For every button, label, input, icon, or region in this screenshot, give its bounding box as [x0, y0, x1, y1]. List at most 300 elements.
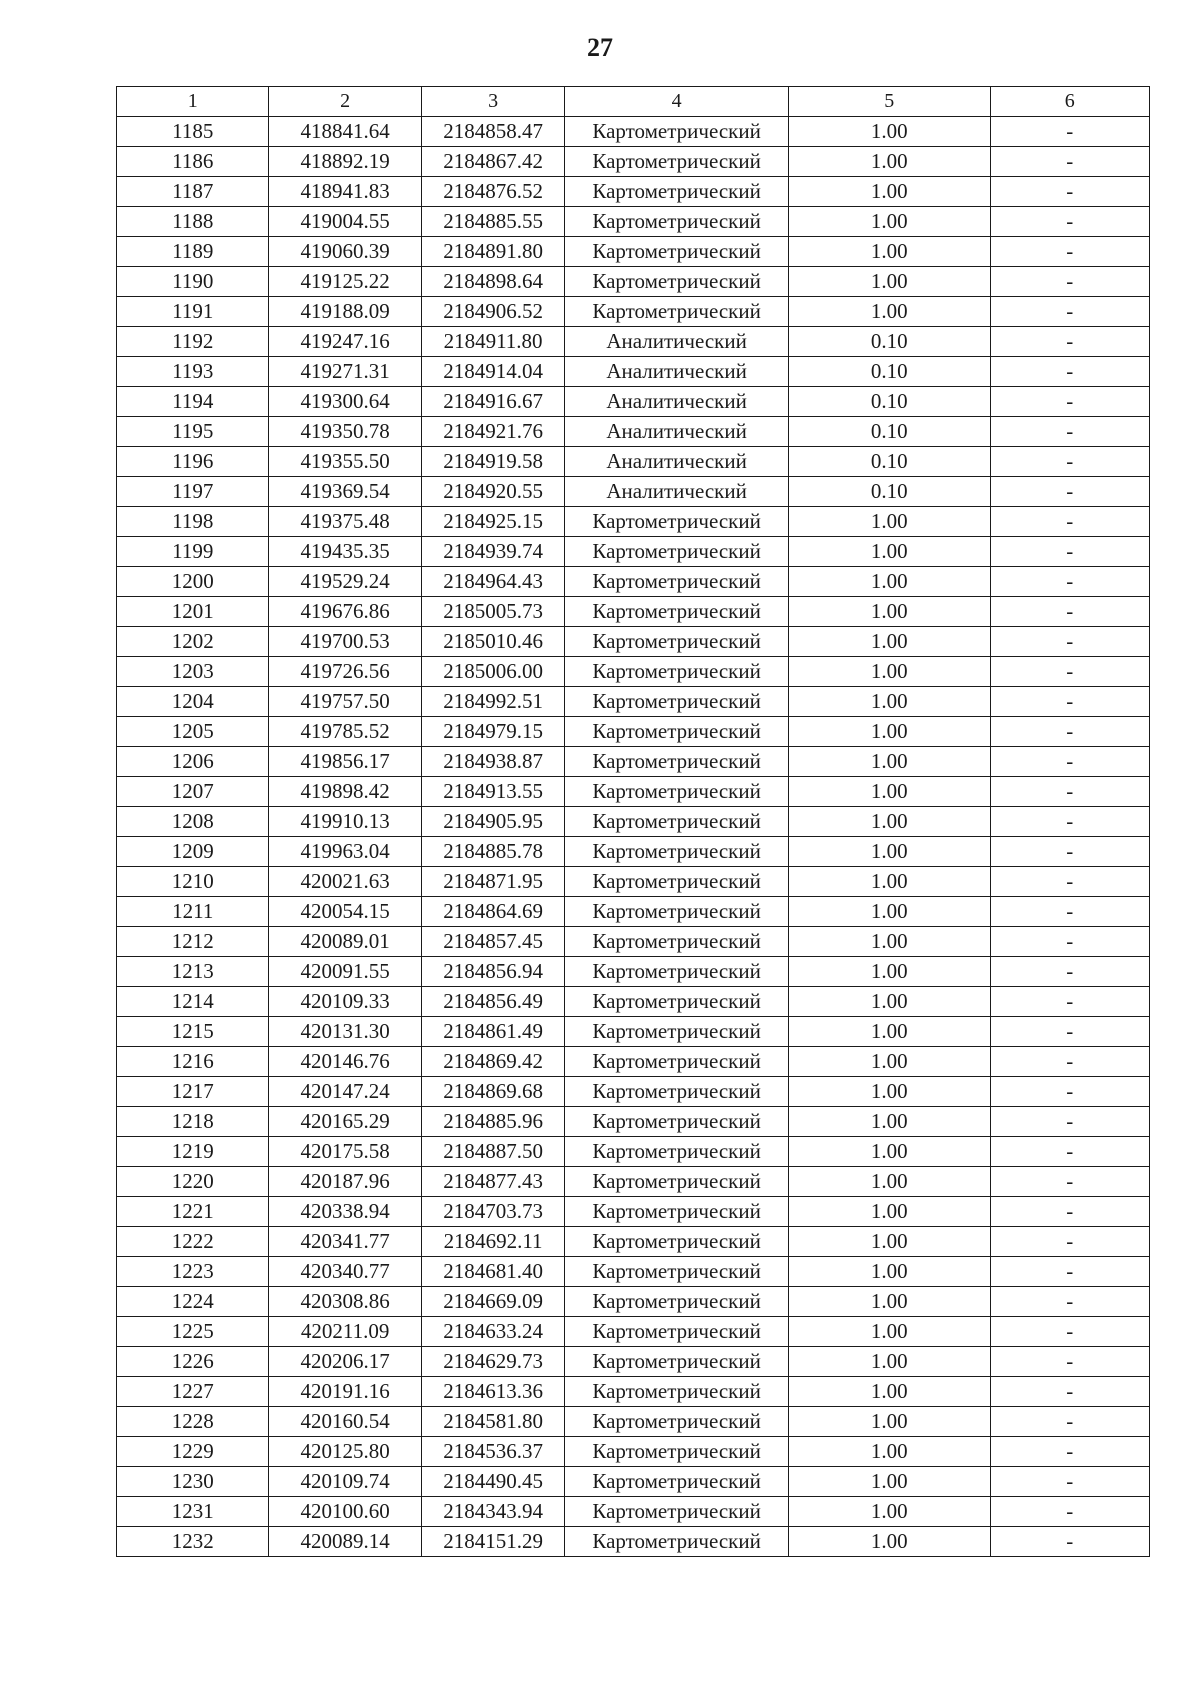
table-row: [117, 1077, 1150, 1107]
x-coordinate-cell: 419785.52: [269, 717, 421, 747]
note-cell: -: [990, 507, 1150, 537]
point-number-cell: 1217: [117, 1077, 269, 1107]
point-number-cell: 1216: [117, 1047, 269, 1077]
y-coordinate-cell: 2184898.64: [421, 267, 564, 297]
x-coordinate-cell: 420054.15: [269, 897, 421, 927]
accuracy-cell: 1.00: [788, 1317, 990, 1347]
header-cell-2: 2: [269, 87, 421, 117]
accuracy-cell: 1.00: [788, 1347, 990, 1377]
table-row: [117, 1137, 1150, 1167]
coordinates-table: [116, 86, 1150, 1557]
method-cell: Картометрический: [565, 1047, 789, 1077]
x-coordinate-cell: 419435.35: [269, 537, 421, 567]
table-row: [117, 747, 1150, 777]
table-row: [117, 1407, 1150, 1437]
note-cell: -: [990, 1467, 1150, 1497]
note-cell: -: [990, 1167, 1150, 1197]
method-cell: Картометрический: [565, 807, 789, 837]
y-coordinate-cell: 2185005.73: [421, 597, 564, 627]
note-cell: -: [990, 357, 1150, 387]
method-cell: Картометрический: [565, 627, 789, 657]
y-coordinate-cell: 2184864.69: [421, 897, 564, 927]
point-number-cell: 1218: [117, 1107, 269, 1137]
point-number-cell: 1211: [117, 897, 269, 927]
header-cell-4: 4: [565, 87, 789, 117]
point-number-cell: 1231: [117, 1497, 269, 1527]
note-cell: -: [990, 237, 1150, 267]
point-number-cell: 1187: [117, 177, 269, 207]
y-coordinate-cell: 2184876.52: [421, 177, 564, 207]
point-number-cell: 1200: [117, 567, 269, 597]
y-coordinate-cell: 2184885.96: [421, 1107, 564, 1137]
note-cell: -: [990, 1197, 1150, 1227]
y-coordinate-cell: 2184692.11: [421, 1227, 564, 1257]
x-coordinate-cell: 419676.86: [269, 597, 421, 627]
header-cell-3: 3: [421, 87, 564, 117]
accuracy-cell: 1.00: [788, 747, 990, 777]
table-row: [117, 777, 1150, 807]
note-cell: -: [990, 1287, 1150, 1317]
point-number-cell: 1206: [117, 747, 269, 777]
x-coordinate-cell: 419355.50: [269, 447, 421, 477]
y-coordinate-cell: 2184490.45: [421, 1467, 564, 1497]
y-coordinate-cell: 2184920.55: [421, 477, 564, 507]
method-cell: Картометрический: [565, 237, 789, 267]
point-number-cell: 1220: [117, 1167, 269, 1197]
accuracy-cell: 1.00: [788, 1227, 990, 1257]
table-body: [117, 117, 1150, 1557]
method-cell: Картометрический: [565, 177, 789, 207]
table-row: [117, 1467, 1150, 1497]
y-coordinate-cell: 2185006.00: [421, 657, 564, 687]
y-coordinate-cell: 2184681.40: [421, 1257, 564, 1287]
table-row: [117, 1167, 1150, 1197]
point-number-cell: 1230: [117, 1467, 269, 1497]
accuracy-cell: 1.00: [788, 117, 990, 147]
point-number-cell: 1226: [117, 1347, 269, 1377]
method-cell: Аналитический: [565, 447, 789, 477]
note-cell: -: [990, 567, 1150, 597]
y-coordinate-cell: 2184914.04: [421, 357, 564, 387]
x-coordinate-cell: 419700.53: [269, 627, 421, 657]
point-number-cell: 1223: [117, 1257, 269, 1287]
page-number: 27: [587, 33, 613, 62]
y-coordinate-cell: 2184992.51: [421, 687, 564, 717]
method-cell: Картометрический: [565, 1107, 789, 1137]
x-coordinate-cell: 419247.16: [269, 327, 421, 357]
y-coordinate-cell: 2184581.80: [421, 1407, 564, 1437]
x-coordinate-cell: 419350.78: [269, 417, 421, 447]
note-cell: -: [990, 687, 1150, 717]
method-cell: Картометрический: [565, 1347, 789, 1377]
x-coordinate-cell: 419188.09: [269, 297, 421, 327]
accuracy-cell: 1.00: [788, 897, 990, 927]
method-cell: Картометрический: [565, 657, 789, 687]
accuracy-cell: 1.00: [788, 867, 990, 897]
accuracy-cell: 1.00: [788, 1287, 990, 1317]
x-coordinate-cell: 419757.50: [269, 687, 421, 717]
table-row: [117, 477, 1150, 507]
method-cell: Картометрический: [565, 1017, 789, 1047]
accuracy-cell: 1.00: [788, 1197, 990, 1227]
y-coordinate-cell: 2184633.24: [421, 1317, 564, 1347]
method-cell: Картометрический: [565, 717, 789, 747]
point-number-cell: 1198: [117, 507, 269, 537]
y-coordinate-cell: 2184613.36: [421, 1377, 564, 1407]
table-row: [117, 417, 1150, 447]
table-row: [117, 1107, 1150, 1137]
method-cell: Картометрический: [565, 1317, 789, 1347]
x-coordinate-cell: 420021.63: [269, 867, 421, 897]
x-coordinate-cell: 418892.19: [269, 147, 421, 177]
x-coordinate-cell: 420160.54: [269, 1407, 421, 1437]
note-cell: -: [990, 717, 1150, 747]
method-cell: Картометрический: [565, 897, 789, 927]
accuracy-cell: 0.10: [788, 447, 990, 477]
point-number-cell: 1195: [117, 417, 269, 447]
table-row: [117, 237, 1150, 267]
table-row: [117, 627, 1150, 657]
table-row: [117, 987, 1150, 1017]
point-number-cell: 1228: [117, 1407, 269, 1437]
y-coordinate-cell: 2184869.42: [421, 1047, 564, 1077]
accuracy-cell: 1.00: [788, 1257, 990, 1287]
accuracy-cell: 1.00: [788, 1467, 990, 1497]
point-number-cell: 1219: [117, 1137, 269, 1167]
method-cell: Картометрический: [565, 267, 789, 297]
table-row: [117, 1227, 1150, 1257]
table-row: [117, 897, 1150, 927]
point-number-cell: 1212: [117, 927, 269, 957]
accuracy-cell: 1.00: [788, 1497, 990, 1527]
x-coordinate-cell: 418941.83: [269, 177, 421, 207]
point-number-cell: 1208: [117, 807, 269, 837]
accuracy-cell: 1.00: [788, 1377, 990, 1407]
method-cell: Картометрический: [565, 927, 789, 957]
table-row: [117, 147, 1150, 177]
accuracy-cell: 1.00: [788, 1407, 990, 1437]
accuracy-cell: 0.10: [788, 357, 990, 387]
point-number-cell: 1207: [117, 777, 269, 807]
accuracy-cell: 1.00: [788, 1437, 990, 1467]
note-cell: -: [990, 537, 1150, 567]
y-coordinate-cell: 2184536.37: [421, 1437, 564, 1467]
header-cell-5: 5: [788, 87, 990, 117]
table-row: [117, 597, 1150, 627]
x-coordinate-cell: 420089.14: [269, 1527, 421, 1557]
note-cell: -: [990, 1227, 1150, 1257]
note-cell: -: [990, 1407, 1150, 1437]
note-cell: -: [990, 1137, 1150, 1167]
y-coordinate-cell: 2184858.47: [421, 117, 564, 147]
accuracy-cell: 1.00: [788, 777, 990, 807]
x-coordinate-cell: 420338.94: [269, 1197, 421, 1227]
y-coordinate-cell: 2184891.80: [421, 237, 564, 267]
point-number-cell: 1222: [117, 1227, 269, 1257]
point-number-cell: 1204: [117, 687, 269, 717]
method-cell: Картометрический: [565, 1227, 789, 1257]
x-coordinate-cell: 419963.04: [269, 837, 421, 867]
method-cell: Аналитический: [565, 477, 789, 507]
method-cell: Картометрический: [565, 1257, 789, 1287]
header-cell-6: 6: [990, 87, 1150, 117]
method-cell: Картометрический: [565, 777, 789, 807]
method-cell: Картометрический: [565, 597, 789, 627]
y-coordinate-cell: 2185010.46: [421, 627, 564, 657]
note-cell: -: [990, 957, 1150, 987]
point-number-cell: 1215: [117, 1017, 269, 1047]
method-cell: Картометрический: [565, 1137, 789, 1167]
table-row: [117, 867, 1150, 897]
method-cell: Аналитический: [565, 387, 789, 417]
x-coordinate-cell: 420165.29: [269, 1107, 421, 1137]
table-row: [117, 327, 1150, 357]
accuracy-cell: 1.00: [788, 1167, 990, 1197]
accuracy-cell: 1.00: [788, 657, 990, 687]
note-cell: -: [990, 1527, 1150, 1557]
note-cell: -: [990, 1497, 1150, 1527]
y-coordinate-cell: 2184871.95: [421, 867, 564, 897]
note-cell: -: [990, 1047, 1150, 1077]
y-coordinate-cell: 2184856.94: [421, 957, 564, 987]
table-row: [117, 357, 1150, 387]
y-coordinate-cell: 2184919.58: [421, 447, 564, 477]
accuracy-cell: 0.10: [788, 477, 990, 507]
point-number-cell: 1190: [117, 267, 269, 297]
x-coordinate-cell: 419060.39: [269, 237, 421, 267]
x-coordinate-cell: 419529.24: [269, 567, 421, 597]
x-coordinate-cell: 420147.24: [269, 1077, 421, 1107]
table-row: [117, 567, 1150, 597]
note-cell: -: [990, 597, 1150, 627]
y-coordinate-cell: 2184877.43: [421, 1167, 564, 1197]
point-number-cell: 1185: [117, 117, 269, 147]
x-coordinate-cell: 419369.54: [269, 477, 421, 507]
method-cell: Картометрический: [565, 507, 789, 537]
note-cell: -: [990, 1077, 1150, 1107]
accuracy-cell: 1.00: [788, 177, 990, 207]
table-row: [117, 1497, 1150, 1527]
x-coordinate-cell: 419125.22: [269, 267, 421, 297]
x-coordinate-cell: 418841.64: [269, 117, 421, 147]
method-cell: Картометрический: [565, 1167, 789, 1197]
x-coordinate-cell: 420109.74: [269, 1467, 421, 1497]
point-number-cell: 1209: [117, 837, 269, 867]
point-number-cell: 1224: [117, 1287, 269, 1317]
y-coordinate-cell: 2184925.15: [421, 507, 564, 537]
table-row: [117, 1347, 1150, 1377]
x-coordinate-cell: 420091.55: [269, 957, 421, 987]
note-cell: -: [990, 447, 1150, 477]
point-number-cell: 1186: [117, 147, 269, 177]
note-cell: -: [990, 297, 1150, 327]
accuracy-cell: 1.00: [788, 1047, 990, 1077]
y-coordinate-cell: 2184885.55: [421, 207, 564, 237]
point-number-cell: 1199: [117, 537, 269, 567]
accuracy-cell: 1.00: [788, 927, 990, 957]
point-number-cell: 1203: [117, 657, 269, 687]
note-cell: -: [990, 627, 1150, 657]
y-coordinate-cell: 2184905.95: [421, 807, 564, 837]
accuracy-cell: 1.00: [788, 207, 990, 237]
table-row: [117, 687, 1150, 717]
x-coordinate-cell: 420109.33: [269, 987, 421, 1017]
method-cell: Картометрический: [565, 297, 789, 327]
y-coordinate-cell: 2184869.68: [421, 1077, 564, 1107]
point-number-cell: 1194: [117, 387, 269, 417]
note-cell: -: [990, 1017, 1150, 1047]
point-number-cell: 1232: [117, 1527, 269, 1557]
note-cell: -: [990, 1437, 1150, 1467]
note-cell: -: [990, 117, 1150, 147]
table-row: [117, 537, 1150, 567]
y-coordinate-cell: 2184913.55: [421, 777, 564, 807]
y-coordinate-cell: 2184979.15: [421, 717, 564, 747]
note-cell: -: [990, 807, 1150, 837]
note-cell: -: [990, 207, 1150, 237]
table-row: [117, 267, 1150, 297]
accuracy-cell: 1.00: [788, 1017, 990, 1047]
point-number-cell: 1192: [117, 327, 269, 357]
note-cell: -: [990, 1107, 1150, 1137]
accuracy-cell: 1.00: [788, 687, 990, 717]
method-cell: Картометрический: [565, 837, 789, 867]
table-header: [117, 87, 1150, 117]
x-coordinate-cell: 419910.13: [269, 807, 421, 837]
method-cell: Картометрический: [565, 747, 789, 777]
point-number-cell: 1229: [117, 1437, 269, 1467]
table-row: [117, 837, 1150, 867]
method-cell: Картометрический: [565, 117, 789, 147]
table-row: [117, 1257, 1150, 1287]
table-row: [117, 1197, 1150, 1227]
method-cell: Картометрический: [565, 207, 789, 237]
x-coordinate-cell: 419004.55: [269, 207, 421, 237]
point-number-cell: 1189: [117, 237, 269, 267]
table-row: [117, 447, 1150, 477]
note-cell: -: [990, 897, 1150, 927]
y-coordinate-cell: 2184857.45: [421, 927, 564, 957]
x-coordinate-cell: 420100.60: [269, 1497, 421, 1527]
x-coordinate-cell: 420175.58: [269, 1137, 421, 1167]
table-row: [117, 657, 1150, 687]
method-cell: Картометрический: [565, 1407, 789, 1437]
accuracy-cell: 1.00: [788, 1137, 990, 1167]
y-coordinate-cell: 2184867.42: [421, 147, 564, 177]
point-number-cell: 1193: [117, 357, 269, 387]
method-cell: Картометрический: [565, 1077, 789, 1107]
accuracy-cell: 1.00: [788, 1107, 990, 1137]
note-cell: -: [990, 417, 1150, 447]
accuracy-cell: 1.00: [788, 537, 990, 567]
point-number-cell: 1201: [117, 597, 269, 627]
y-coordinate-cell: 2184906.52: [421, 297, 564, 327]
accuracy-cell: 1.00: [788, 507, 990, 537]
note-cell: -: [990, 1377, 1150, 1407]
point-number-cell: 1210: [117, 867, 269, 897]
note-cell: -: [990, 987, 1150, 1017]
note-cell: -: [990, 927, 1150, 957]
accuracy-cell: 0.10: [788, 417, 990, 447]
note-cell: -: [990, 657, 1150, 687]
accuracy-cell: 1.00: [788, 267, 990, 297]
method-cell: Аналитический: [565, 357, 789, 387]
accuracy-cell: 1.00: [788, 297, 990, 327]
table-row: [117, 717, 1150, 747]
method-cell: Аналитический: [565, 417, 789, 447]
header-cell-1: 1: [117, 87, 269, 117]
accuracy-cell: 1.00: [788, 567, 990, 597]
note-cell: -: [990, 267, 1150, 297]
table-row: [117, 1377, 1150, 1407]
x-coordinate-cell: 419271.31: [269, 357, 421, 387]
point-number-cell: 1191: [117, 297, 269, 327]
table-row: [117, 507, 1150, 537]
accuracy-cell: 1.00: [788, 147, 990, 177]
x-coordinate-cell: 420146.76: [269, 1047, 421, 1077]
accuracy-cell: 1.00: [788, 627, 990, 657]
method-cell: Картометрический: [565, 1197, 789, 1227]
accuracy-cell: 0.10: [788, 387, 990, 417]
table-row: [117, 1017, 1150, 1047]
accuracy-cell: 1.00: [788, 957, 990, 987]
method-cell: Картометрический: [565, 867, 789, 897]
x-coordinate-cell: 420131.30: [269, 1017, 421, 1047]
x-coordinate-cell: 419898.42: [269, 777, 421, 807]
point-number-cell: 1188: [117, 207, 269, 237]
note-cell: -: [990, 1317, 1150, 1347]
x-coordinate-cell: 420089.01: [269, 927, 421, 957]
accuracy-cell: 1.00: [788, 717, 990, 747]
point-number-cell: 1196: [117, 447, 269, 477]
table-row: [117, 1527, 1150, 1557]
note-cell: -: [990, 327, 1150, 357]
method-cell: Картометрический: [565, 957, 789, 987]
accuracy-cell: 1.00: [788, 987, 990, 1017]
x-coordinate-cell: 420187.96: [269, 1167, 421, 1197]
method-cell: Картометрический: [565, 567, 789, 597]
table-row: [117, 957, 1150, 987]
table-row: [117, 927, 1150, 957]
note-cell: -: [990, 1347, 1150, 1377]
accuracy-cell: 0.10: [788, 327, 990, 357]
y-coordinate-cell: 2184885.78: [421, 837, 564, 867]
method-cell: Картометрический: [565, 1437, 789, 1467]
method-cell: Картометрический: [565, 1497, 789, 1527]
method-cell: Картометрический: [565, 687, 789, 717]
point-number-cell: 1213: [117, 957, 269, 987]
x-coordinate-cell: 420341.77: [269, 1227, 421, 1257]
y-coordinate-cell: 2184703.73: [421, 1197, 564, 1227]
accuracy-cell: 1.00: [788, 837, 990, 867]
method-cell: Картометрический: [565, 147, 789, 177]
note-cell: -: [990, 837, 1150, 867]
table-row: [117, 1287, 1150, 1317]
x-coordinate-cell: 420206.17: [269, 1347, 421, 1377]
accuracy-cell: 1.00: [788, 1527, 990, 1557]
point-number-cell: 1202: [117, 627, 269, 657]
method-cell: Картометрический: [565, 537, 789, 567]
x-coordinate-cell: 420125.80: [269, 1437, 421, 1467]
accuracy-cell: 1.00: [788, 597, 990, 627]
x-coordinate-cell: 420340.77: [269, 1257, 421, 1287]
y-coordinate-cell: 2184629.73: [421, 1347, 564, 1377]
y-coordinate-cell: 2184921.76: [421, 417, 564, 447]
note-cell: -: [990, 477, 1150, 507]
method-cell: Картометрический: [565, 1527, 789, 1557]
table-row: [117, 297, 1150, 327]
accuracy-cell: 1.00: [788, 1077, 990, 1107]
